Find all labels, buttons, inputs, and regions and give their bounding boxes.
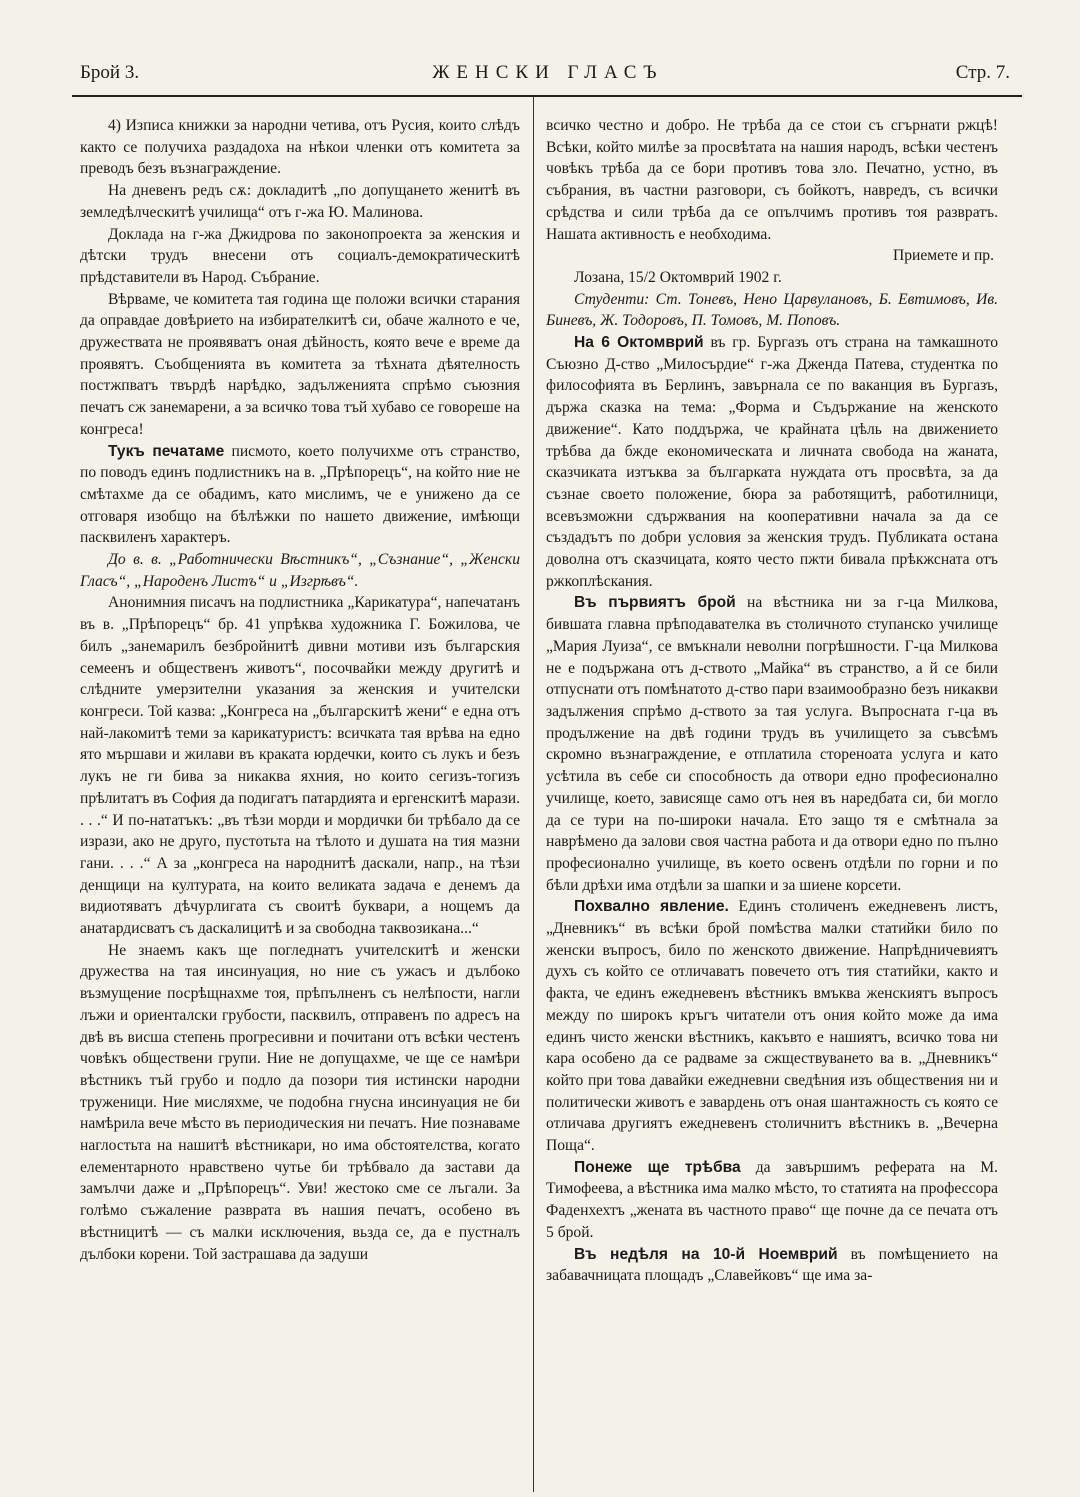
paragraph: На дневенъ редъ сѫ: докладитѣ „по допущането женитѣ въ земледѣлческитѣ училища“ отъ г-жа Ю. Малинова. [80,182,520,221]
article-praise [546,896,998,1156]
article-lead: Въ недѣля на 10-й Ноемврий [574,1245,838,1263]
paragraph: Анонимния писачъ на подлистника „Карикатура“, напечатанъ въ в. „Прѣпорецъ“ бр. 41 упрѣква художника Г. Божилова, че билъ „занемарилъ безбройнитѣ дивни мотиви изъ българския семеенъ и общественъ животъ“, посочвайки между другитѣ и слѣдните умерзителни указания за женския и учителски конгреси. Той казва: „Конгреса на „българскитѣ жени“ е една отъ най-лакомитѣ теми за карикатуристъ: всичката тая врѣва на едно ято мършави и жилави въ краката юрдечки, които съ лукъ и безъ лукъ не ги бива за никаква яхния, но които сегизъ-тогизъ прѣлитатъ въ София да подигатъ патардията и ергенскитѣ марази. . . .“ И по-нататъкъ: „въ тѣзи морди и мордички би трѣбало да се изрази, ако не друго, пустотьта на тѣлото и душата на тия мазни гани. . . .“ А за „конгреса на народнитѣ даскали, напр., на тѣзи денщици на културата, на които великата задача е денемъ да видиотяватъ дѣчурлигата съ своитѣ буквари, а нощемъ да анатардисватъ съ даскалицитѣ и за свободна таквозикана...“ [80,594,520,938]
article-lead: Понеже ще трѣбва [574,1158,741,1176]
article-body: въ помѣщението на забавачницата площадъ „Славейковъ“ ще има за- [546,1245,998,1285]
newspaper-title: ЖЕНСКИ ГЛАСЪ [432,62,664,83]
right-column [546,115,998,1489]
letter-addressees: До в. в. „Работнически Вѣстникъ“, „Съзнание“, „Женски Гласъ“, „Народенъ Листъ“ и „Изгрѣвъ“. [80,551,520,590]
letter-closing: Приемете и пр. [892,247,994,265]
paragraph: всичко честно и добро. Не трѣба да се стои съ сгърнати ржцѣ! Всѣки, който милѣе за просвѣтата на нашия народъ, всѣки честенъ човѣкъ трѣба да се бори противъ това зло. Печатно, устно, въ събрания, въ частни разговори, съ бойкотъ, навредъ, съ всички срѣдства и сили трѣба да се опълчимъ противъ тоя развратъ. Нашата активность е необходима. [546,117,998,243]
article-lead: Тукъ печатаме [108,442,225,460]
page-number: Стр. 7. [955,62,1010,83]
paragraph: Вѣрваме, че комитета тая година ще положи всички старания да оправдае довѣрието на избирателкитѣ си, обаче жалното е че, дружествата не проявяватъ оная дѣйность, която вече е време да проявятъ. Съобщенията въ комитета за тѣхната дѣятелность постжпватъ твърдѣ нарѣдко, задълженията спрѣмо съюзния печатъ сж занемарени, а за всичко това тъй хубаво се говореше на конгреса! [80,290,520,438]
article-body: на вѣстника ни за г-ца Милкова, бившата главна прѣподавателка въ столичното ступанско училище „Мария Луиза“, се вмъкнали неволни погрѣшности. Г-ца Милкова не е подържана отъ д-ството „Майка“ въ странство, а й се били отпуснати отъ помѣнатото д-ство пари взаимообразно безъ никакви задължения спрѣмо д-ството за тая услуга. Въпросната г-ца въ продължение на двѣ години трудъ въ училището за съвсѣмъ скромно възнаграждение, е отплатила стореноата услуга и като усѣтила въ себе си способность да отвори едно професионално училище, което, зависяще само отъ нея въ наредбата си, би могло да се тури на по-широки начала. Ето защо тя е смѣтнала за наврѣмено да залови своя частна работа и да отвори едно по пълно професионално училище, въ което освенъ отдѣли по горни и по бѣли дрѣхи има отдѣли за шапки и за шиене корсети. [546,594,998,894]
article-correction [546,592,998,896]
article-notice [546,1157,998,1244]
article-body: Единъ столиченъ ежедневенъ листъ, „Дневникъ“ въ всѣки брой помѣства малки статийки било по женски въпросъ, било по женското движение. Напрѣдничевиятъ духъ съ който се отличаватъ повечето отъ тия статийки, както и факта, че единъ ежедневенъ вѣстникъ вмъква женскиятъ въпросъ между по широкъ кръгъ читатели отъ ония който може да има единъ чисто женски вѣстникъ, какъвто е нашиятъ, всичко това ни кара особено да се радваме за сжществуването ва в. „Дневникъ“ който при това давайки ежедневни сведѣния изъ обществения ни и политически животъ е завардень отъ оная шантажность съ която се отличава другиятъ ежедневенъ столичнитъ вѣстникъ в. „Вечерна Поща“. [546,898,998,1155]
left-column [80,115,520,1489]
article-lead: Въ първиятъ брой [574,594,736,612]
header-rule [72,95,1022,97]
article-letter-intro [80,441,520,550]
issue-number: Брой 3. [80,62,140,83]
column-divider [533,97,534,1492]
article-body: писмото, което получихме отъ странство, по поводъ единъ подлистникъ на в. „Прѣпорецъ“, на който ние не смѣтахме да се обадимъ, като мислимъ, че е унижено да се отговаря изобщо на бѣлѣжки по нашето движение, имѣющи пасквиленъ характеръ. [80,442,520,547]
article-announcement [546,1244,998,1287]
page-header [78,62,1018,98]
letter-dateline: Лозана, 15/2 Октомврий 1902 г. [574,268,782,286]
article-lead: На 6 Октомврий [574,334,704,352]
article-body: въ гр. Бургазъ отъ страна на тамкашното Съюзно Д-ство „Милосърдие“ г-жа Дженда Патева, студентка по философията въ Берлинъ, завърнала се по ваканция въ Бургазъ, държа сказка на тема: „Форма и Съдържание на женското движение“. Като поддържа, че крайната цѣль на движението трѣбва да бжде економическата и личната свобода на жаната, сказчиката изтъква за българката нуждата отъ просвѣта, за да съзнае своето положение, бюра за работящитѣ, работилници, всевъзможни сдържвания на кооперативни начала за да се създадътъ по добри условия за женския трудъ. Публиката остана доволна отъ сказчицата, която често пжти бивала прѣкжсната отъ ржкоплѣскания. [546,334,998,590]
article-lecture [546,332,998,592]
paragraph: 4) Изписа книжки за народни четива, отъ Русия, които слѣдъ както се получиха раздадоха на нѣкои членки отъ комитета за преводъ безъ възнаграждение. [80,117,520,178]
paragraph: Не знаемъ какъ ще погледнатъ учителскитѣ и женски дружества на тая инсинуация, но ние съ ужасъ и дълбоко възмущение посрѣщнахме тоя, прѣпълненъ съ нелѣпости, нагли лъжи и ориенталски грубости, пасквилъ, отправенъ по адресъ на двѣ въ висша степень прогресивни и почитани отъ всѣки честенъ човѣкъ обществени групи. Ние не допущахме, че ще се намѣри вѣстникъ тъй грубо и подло да позори тия истински народни труженици. Ние мисляхме, че подобна гнусна инсинуация не би намѣрила вече мѣсто въ периодическия ни печатъ. Ние познаваме наглостьта на нашитѣ вѣстникари, но има обстоятелства, когато елементарното нравствено чутье би трѣбвало да застави да замълчи даже и „Прѣпорецъ“. Уви! жестоко сме се лъгали. За голѣмо съжаление разврата въ нашия печатъ, особено въ вѣстницитѣ — съ малки исключения, вьзда се, да е пустналъ дълбоки корени. Той застрашава да задуши [80,941,520,1263]
article-body: да завършимъ реферата на М. Тимофеева, а вѣстника има малко мѣсто, то статията на профессора Фаденхехтъ „жената въ частното право“ ще почне да се печата отъ 5 брой. [546,1158,998,1241]
letter-signatories: Студенти: Ст. Тоневъ, Нено Царвулановъ, Б. Евтимовъ, Ив. Биневъ, Ж. Тодоровъ, П. Томовъ, М. Поповъ. [546,290,998,330]
paragraph: Доклада на г-жа Джидрова по законопроекта за женския и дѣтски трудъ внесени отъ социалъ-демократическитѣ прѣдставители въ Народ. Събрание. [80,225,520,286]
article-lead: Похвално явление. [574,898,729,916]
